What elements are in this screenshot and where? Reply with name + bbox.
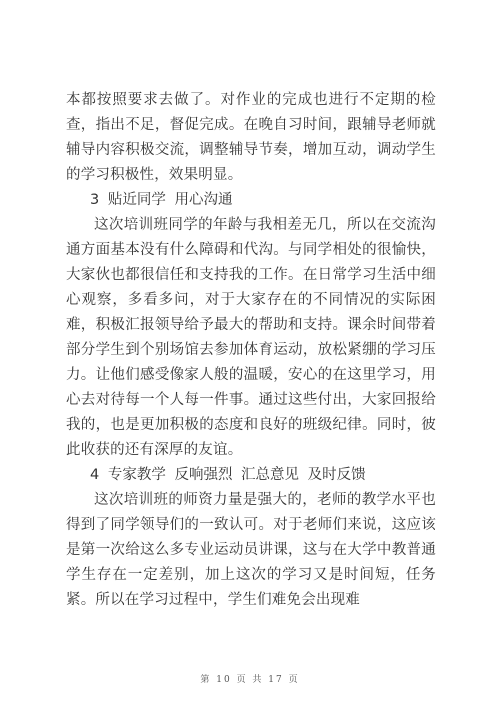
document-body (66, 88, 436, 613)
body-paragraph-3: 这次培训班的师资力量是强大的，老师的教学水平也得到了同学领导们的一致认可。对于老师们来说，这应该是第一次给这么多专业运动员讲课，这与在大学中教普通学生存在一定差别，加上这次的学习又是时间短，任务紧。所以在学习过程中，学生们难免会出现难 (66, 492, 436, 608)
body-paragraph-1: 本都按照要求去做了。对作业的完成也进行不定期的检查，指出不足，督促完成。在晚自习时间，跟辅导老师就辅导内容积极交流，调整辅导节奏，增加互动，调动学生的学习积极性，效果明显。 (66, 92, 436, 183)
page-number-footer: 第 10 页 共 17 页 (200, 675, 300, 685)
section-heading-3: 3 贴近同学 用心沟通 (90, 192, 233, 208)
section-heading-4: 4 专家教学 反响强烈 汇总意见 及时反馈 (90, 467, 366, 483)
body-paragraph-2: 这次培训班同学的年龄与我相差无几，所以在交流沟通方面基本没有什么障碍和代沟。与同学相处的很愉快，大家伙也都很信任和支持我的工作。在日常学习生活中细心观察，多看多问，对于大家存在的不同情况的实际困难，积极汇报领导给予最大的帮助和支持。课余时间带着部分学生到个别场馆去参加体育运动，放松紧绷的学习压力。让他们感受像家人般的温暖，安心的在这里学习，用心去对待每一个人每一件事。通过这些付出，大家回报给我的，也是更加积极的态度和良好的班级纪律。同时，彼此收获的还有深厚的友谊。 (66, 217, 436, 458)
